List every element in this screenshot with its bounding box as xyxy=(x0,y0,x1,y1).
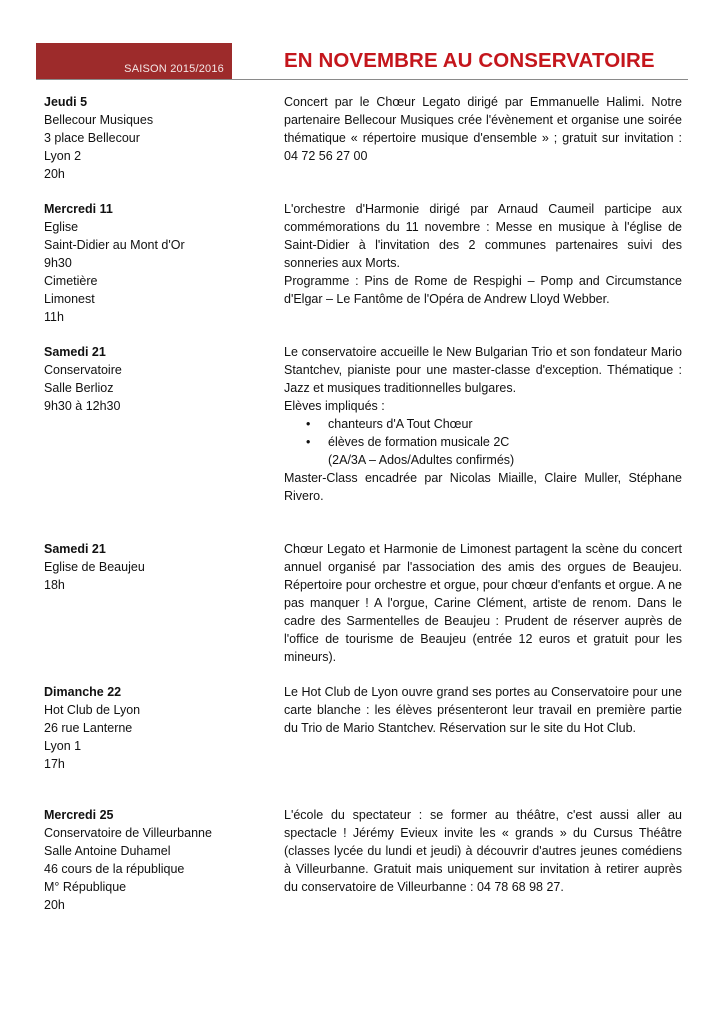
event-description-text: Chœur Legato et Harmonie de Limonest partagent la scène du concert annuel organisé par l'association des amis des orgues de Beaujeu. Répertoire pour orchestre et orgue, pour chœur d'enfants et orgue. A ne pas manquer ! A l'orgue, Carine Clément, artiste de renom. Dans le cadre des Sarmentelles de Beaujeu : Prudent de réserver auprès de l'office de tourisme de Beaujeu (entrée 12 euros et gratuit pour les mineurs). xyxy=(284,542,682,664)
event-place-line: Salle Berlioz xyxy=(44,381,114,395)
event-location xyxy=(44,343,264,415)
event-place-line: M° République xyxy=(44,880,127,894)
event-description-text: L'orchestre d'Harmonie dirigé par Arnaud Caumeil participe aux commémorations du 11 novembre : Messe en musique à l'église de Saint-Didier à l'invitation des 2 communes partenaires suivi des sonneries aux Morts. xyxy=(284,202,682,270)
event-place-line: Bellecour Musiques xyxy=(44,113,154,127)
event-place-line: Eglise xyxy=(44,220,79,234)
event-location xyxy=(44,806,264,914)
students-list-item: • chanteurs d'A Tout Chœur xyxy=(328,415,682,433)
event-description xyxy=(284,540,682,666)
season-label: SAISON 2015/2016 xyxy=(124,63,224,75)
event-program: Programme : Pins de Rome de Respighi – Pomp and Circumstance d'Elgar – Le Fantôme de l'Opéra de Andrew Lloyd Webber. xyxy=(284,274,682,306)
event-place-line: 3 place Bellecour xyxy=(44,131,140,145)
event-place-line: Eglise de Beaujeu xyxy=(44,560,145,574)
event-description xyxy=(284,806,682,896)
students-list xyxy=(284,415,682,451)
event-description xyxy=(284,93,682,165)
event-day: Jeudi 5 xyxy=(44,95,88,109)
event-day: Mercredi 11 xyxy=(44,202,113,216)
students-label: Elèves impliqués : xyxy=(284,399,385,413)
event-place-line: Hot Club de Lyon xyxy=(44,703,141,717)
event-time: 20h xyxy=(44,167,65,181)
page-header xyxy=(36,43,688,80)
event-place-line: Lyon 2 xyxy=(44,149,82,163)
students-note: (2A/3A – Ados/Adultes confirmés) xyxy=(328,453,515,467)
event-place-line: Salle Antoine Duhamel xyxy=(44,844,171,858)
event-place-line: 46 cours de la république xyxy=(44,862,185,876)
event-description-text: Le conservatoire accueille le New Bulgarian Trio et son fondateur Mario Stantchev, pianiste pour une master-classe d'exception. Thématique : Jazz et musiques traditionnelles bulgares. xyxy=(284,345,682,395)
event-place-line: 26 rue Lanterne xyxy=(44,721,133,735)
event-place-line: Conservatoire de Villeurbanne xyxy=(44,826,212,840)
event-place-line: Limonest xyxy=(44,292,95,306)
event-footer: Master-Class encadrée par Nicolas Miaille, Claire Muller, Stéphane Rivero. xyxy=(284,471,682,503)
event-day: Samedi 21 xyxy=(44,345,106,359)
event-place-line: Conservatoire xyxy=(44,363,122,377)
event-description-text: L'école du spectateur : se former au théâtre, c'est aussi aller au spectacle ! Jérémy Evieux invite les « grands » du Cursus Théâtre (classes lycée du lundi et jeudi) à découvrir d'autres jeunes comédiens à Villeurbanne. Gratuit mais uniquement sur invitation à retirer auprès du conservatoire de Villeurbanne : 04 78 68 98 27. xyxy=(284,808,682,894)
event-day: Mercredi 25 xyxy=(44,808,114,822)
event-description xyxy=(284,343,682,505)
page-title: EN NOVEMBRE AU CONSERVATOIRE xyxy=(284,49,655,72)
event-time: 18h xyxy=(44,578,65,592)
event-place-line: Cimetière xyxy=(44,274,98,288)
event-location xyxy=(44,200,264,326)
event-location xyxy=(44,683,264,773)
event-location xyxy=(44,93,264,183)
event-time: 17h xyxy=(44,757,65,771)
event-description-text: Concert par le Chœur Legato dirigé par Emmanuelle Halimi. Notre partenaire Bellecour Musiques crée l'évènement et organise une soirée thématique « répertoire musique d'ensemble » ; gratuit sur invitation : 04 72 56 27 00 xyxy=(284,95,682,163)
students-list-item: • élèves de formation musicale 2C xyxy=(328,433,682,451)
event-place-line: Lyon 1 xyxy=(44,739,82,753)
event-day: Samedi 21 xyxy=(44,542,106,556)
event-time: 20h xyxy=(44,898,65,912)
event-day: Dimanche 22 xyxy=(44,685,122,699)
event-description xyxy=(284,200,682,308)
event-place-line: Saint-Didier au Mont d'Or xyxy=(44,238,185,252)
event-location xyxy=(44,540,264,594)
season-banner xyxy=(36,43,232,79)
event-time: 11h xyxy=(44,310,64,324)
event-description-text: Le Hot Club de Lyon ouvre grand ses portes au Conservatoire pour une carte blanche : les élèves présenteront leur travail en première partie du Trio de Mario Stantchev. Réservation sur le site du Hot Club. xyxy=(284,685,682,735)
event-time: 9h30 xyxy=(44,256,72,270)
event-time: 9h30 à 12h30 xyxy=(44,399,121,413)
event-description xyxy=(284,683,682,737)
